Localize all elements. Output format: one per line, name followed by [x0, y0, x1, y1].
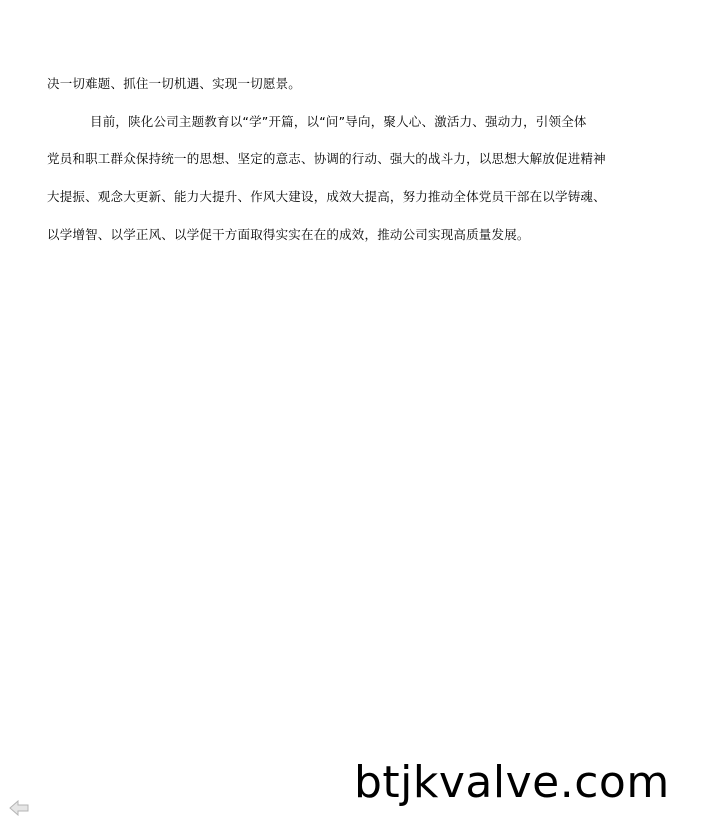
paragraph-line-4: 大提振、观念大更新、能力大提升、作风大建设，成效大提高，努力推动全体党员干部在以学铸魂、: [47, 189, 606, 204]
paragraph-line-3: 党员和职工群众保持统一的思想、坚定的意志、协调的行动、强大的战斗力，以思想大解放促进精神: [47, 151, 606, 166]
back-arrow-icon[interactable]: [9, 800, 29, 816]
paragraph-line-5: 以学增智、以学正风、以学促干方面取得实实在在的成效，推动公司实现高质量发展。: [47, 227, 530, 242]
site-watermark: btjkvalve.com: [354, 757, 670, 808]
paragraph-line-2: 目前，陕化公司主题教育以“学”开篇，以“问”导向，聚人心、激活力、强动力，引领全体: [90, 114, 587, 129]
paragraph-line-1: 决一切难题、抓住一切机遇、实现一切愿景。: [47, 76, 302, 91]
